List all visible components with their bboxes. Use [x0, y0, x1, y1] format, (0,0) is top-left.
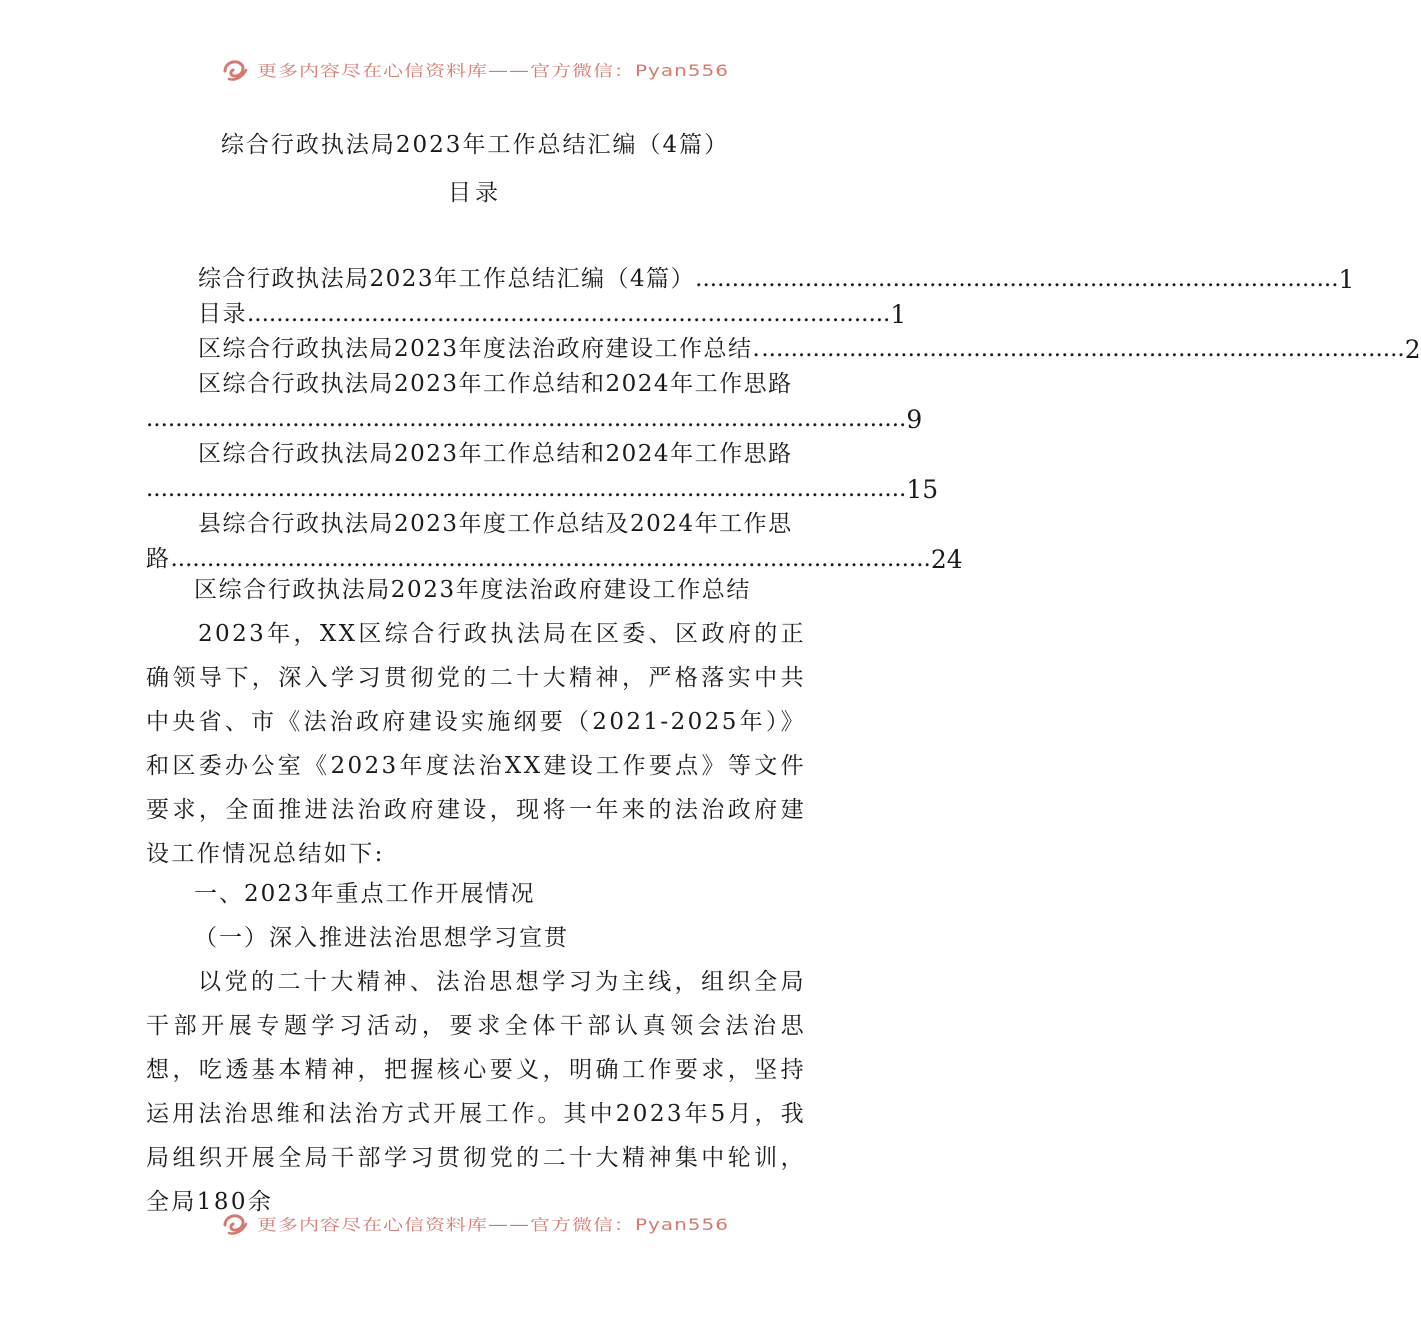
watermark-text: 更多内容尽在心信资料库——官方微信：Pyan556 [256, 60, 729, 80]
toc-page-number: 9 [906, 405, 923, 434]
toc-page-number: 24 [930, 545, 963, 574]
toc-entry-text: 综合行政执法局2023年工作总结汇编（4篇） [198, 266, 696, 292]
toc-entry[interactable] [146, 332, 1421, 367]
swirl-logo-icon [221, 55, 249, 83]
watermark-footer [0, 1206, 950, 1240]
toc-page-number: 15 [906, 475, 939, 504]
toc-entry-text-cont: 路 [146, 546, 171, 572]
toc-entry-text: 区综合行政执法局2023年工作总结和2024年工作思路 [198, 441, 793, 467]
toc-page-number: 1 [1338, 265, 1355, 294]
toc-leader: ........................................................................................................ [170, 546, 931, 572]
body-paragraph: 2023年，XX区综合行政执法局在区委、区政府的正确领导下，深入学习贯彻党的二十大精神，严格落实中共中央省、市《法治政府建设实施纲要（2021-2025年）》和区委办公室《2023年度法治XX建设工作要点》等文件要求，全面推进法治政府建设，现将一年来的法治政府建设工作情况总结如下: [146, 621, 806, 867]
table-of-contents [146, 262, 1421, 577]
watermark-text: 更多内容尽在心信资料库——官方微信：Pyan556 [256, 1214, 729, 1234]
toc-heading: 目录 [448, 180, 502, 206]
toc-entry[interactable] [146, 437, 806, 472]
toc-leader: ........................................................................................................ [146, 406, 907, 432]
watermark-header [0, 52, 950, 86]
toc-leader: ........................................................................................ [695, 266, 1339, 292]
toc-entry-continuation[interactable] [146, 472, 939, 507]
subheading-level-1: 一、2023年重点工作开展情况 [194, 881, 536, 907]
toc-entry-text: 区综合行政执法局2023年工作总结和2024年工作思路 [198, 371, 793, 397]
swirl-logo-icon [221, 1209, 249, 1237]
toc-entry-text: 县综合行政执法局2023年度工作总结及2024年工作思 [198, 511, 793, 537]
subheading-level-2: （一）深入推进法治思想学习宣贯 [194, 925, 569, 951]
toc-leader: ........................................................................................ [247, 301, 891, 327]
toc-leader: ........................................................................................................ [146, 476, 907, 502]
body-paragraph: 以党的二十大精神、法治思想学习为主线，组织全局干部开展专题学习活动，要求全体干部认真领会法治思想，吃透基本精神，把握核心要义，明确工作要求，坚持运用法治思维和法治方式开展工作。其中2023年5月，我局组织开展全局干部学习贯彻党的二十大精神集中轮训，全局180余 [146, 969, 806, 1215]
toc-page-number: 1 [890, 300, 907, 329]
toc-entry[interactable] [146, 297, 907, 332]
toc-page-number: 2 [1404, 335, 1421, 364]
toc-entry-text: 目录 [198, 301, 247, 327]
toc-entry[interactable] [146, 507, 806, 542]
toc-leader: ........................................................................................ [761, 336, 1405, 362]
toc-entry-text: 区综合行政执法局2023年度法治政府建设工作总结. [198, 336, 762, 362]
toc-entry[interactable] [146, 367, 806, 402]
toc-entry[interactable] [146, 262, 1355, 297]
section-heading: 区综合行政执法局2023年度法治政府建设工作总结 [194, 577, 751, 603]
document-title: 综合行政执法局2023年工作总结汇编（4篇） [220, 132, 730, 158]
toc-entry-continuation[interactable] [146, 402, 923, 437]
